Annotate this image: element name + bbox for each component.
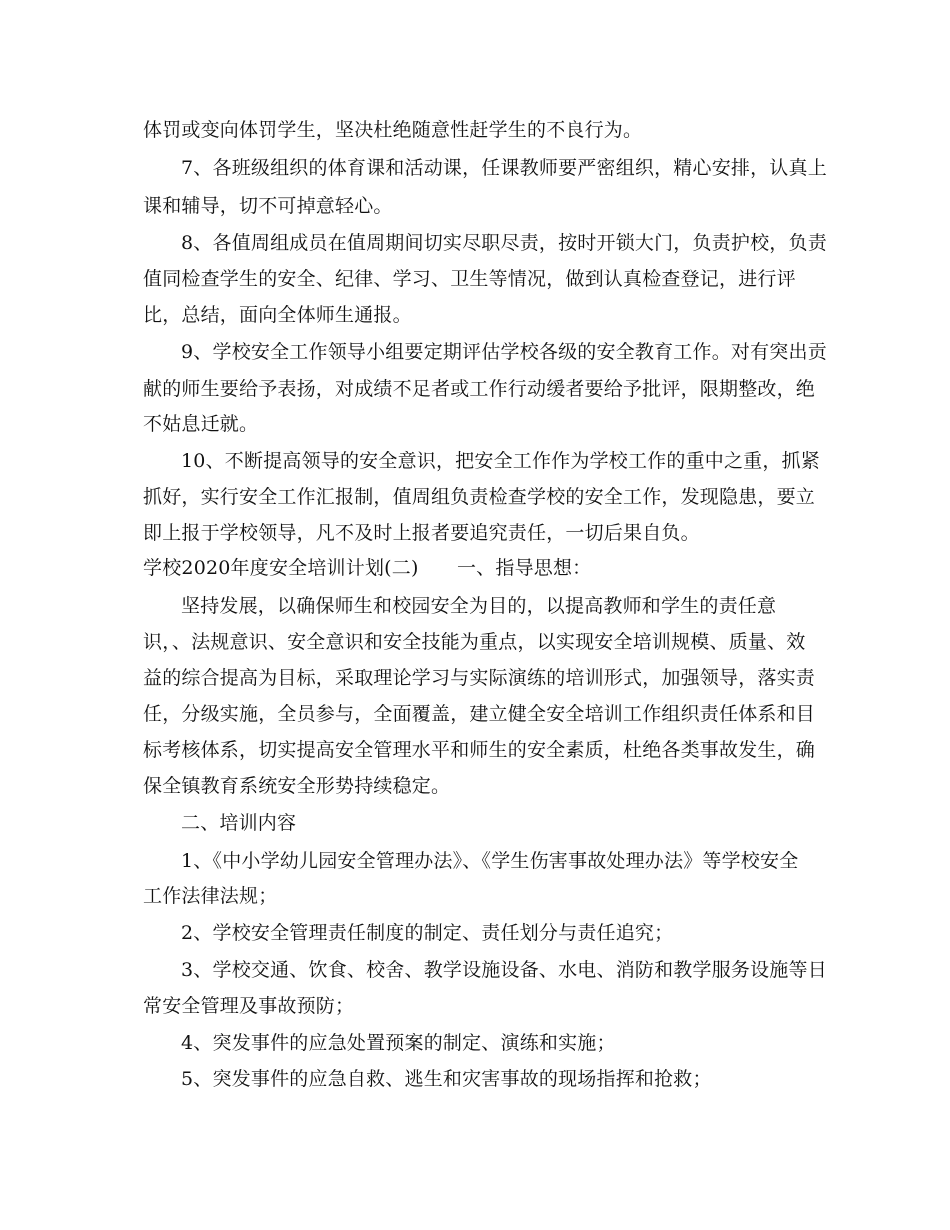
text-line: 不姑息迁就。 <box>143 413 259 435</box>
section-heading-line: 学校2020年度安全培训计划(二) 一、指导思想： <box>143 557 592 579</box>
text-line: 即上报于学校领导，凡不及时上报者要追究责任，一切后果自负。 <box>143 522 700 544</box>
text-line: 任，分级实施，全员参与，全面覆盖，建立健全安全培训工作组织责任体系和目 <box>143 703 816 725</box>
text-line: 常安全管理及事故预防； <box>143 995 355 1017</box>
text-line: 工作法律法规； <box>143 885 278 907</box>
paragraph-7-line: 7、各班级组织的体育课和活动课，任课教师要严密组织，精心安排，认真上 <box>181 157 827 179</box>
text-line: 比，总结，面向全体师生通报。 <box>143 304 412 326</box>
text-line: 值同检查学生的安全、纪律、学习、卫生等情况，做到认真检查登记，进行评 <box>143 268 796 290</box>
text-line: 抓好，实行安全工作汇报制，值周组负责检查学校的安全工作，发现隐患，要立 <box>143 486 816 508</box>
paragraph-9-line: 9、学校安全工作领导小组要定期评估学校各级的安全教育工作。对有突出贡 <box>181 341 827 363</box>
list-item-5-line: 5、突发事件的应急自救、逃生和灾害事故的现场指挥和抢救； <box>181 1068 712 1090</box>
text-line: 识，、法规意识、安全意识和安全技能为重点，以实现安全培训规模、质量、效 <box>143 631 806 653</box>
text-line: 保全镇教育系统安全形势持续稳定。 <box>143 775 451 797</box>
list-item-3-line: 3、学校交通、饮食、校舍、教学设施设备、水电、消防和教学服务设施等日 <box>181 959 827 981</box>
text-line: 课和辅导，切不可掉意轻心。 <box>143 195 393 217</box>
list-item-1-line: 1、《中小学幼儿园安全管理办法》、《学生伤害事故处理办法》等学校安全 <box>181 850 799 872</box>
training-content-heading: 二、培训内容 <box>181 812 297 834</box>
text-line: 体罚或变向体罚学生，坚决杜绝随意性赶学生的不良行为。 <box>143 119 643 141</box>
text-line: 标考核体系，切实提高安全管理水平和师生的安全素质，杜绝各类事故发生，确 <box>143 739 816 761</box>
list-item-2-line: 2、学校安全管理责任制度的制定、责任划分与责任追究； <box>181 922 674 944</box>
paragraph-10-line: 10、不断提高领导的安全意识，把安全工作作为学校工作的重中之重，抓紧 <box>181 450 820 472</box>
list-item-4-line: 4、突发事件的应急处置预案的制定、演练和实施； <box>181 1032 616 1054</box>
text-line: 献的师生要给予表扬，对成绩不足者或工作行动缓者要给予批评，限期整改，绝 <box>143 378 816 400</box>
paragraph-8-line: 8、各值周组成员在值周期间切实尽职尽责，按时开锁大门，负责护校，负责 <box>181 232 827 254</box>
text-line: 益的综合提高为目标，采取理论学习与实际演练的培训形式，加强领导，落实责 <box>143 667 816 689</box>
guiding-paragraph-line: 坚持发展，以确保师生和校园安全为目的，以提高教师和学生的责任意 <box>181 595 777 617</box>
